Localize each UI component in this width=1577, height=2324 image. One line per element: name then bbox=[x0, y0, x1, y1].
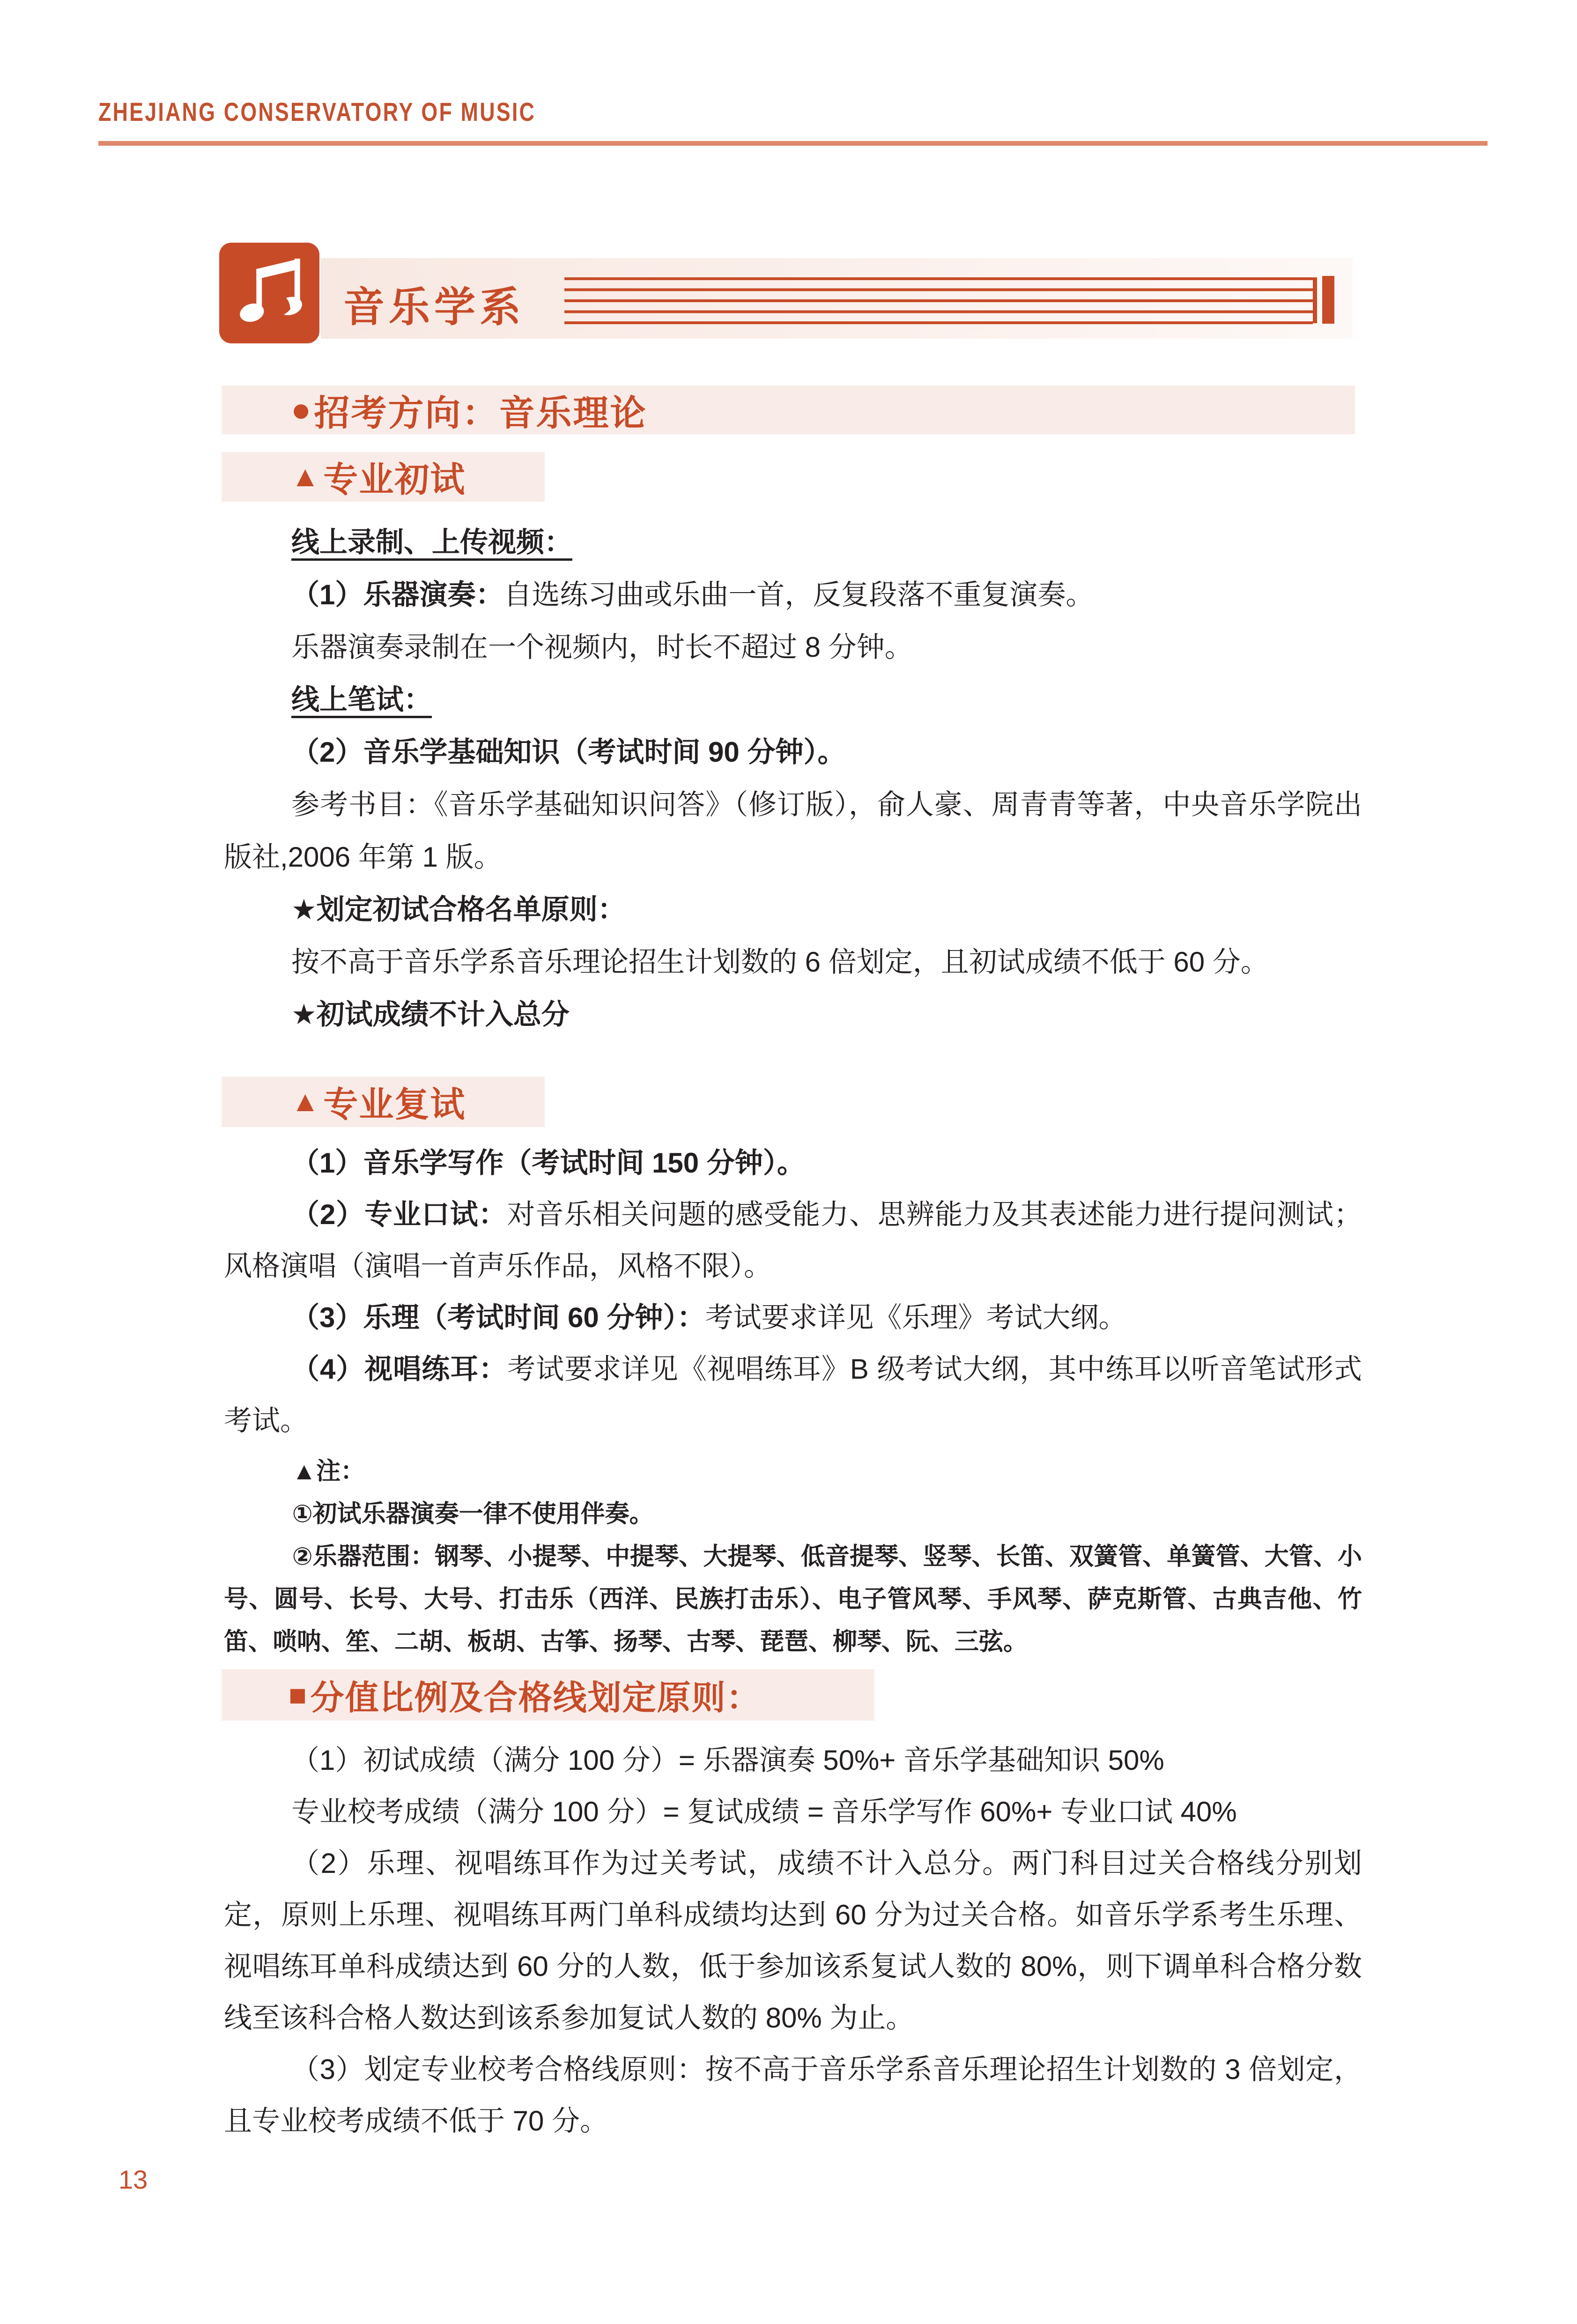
paragraph-text: 考试要求详见《乐理》考试大纲。 bbox=[705, 1302, 1127, 1333]
score-ratio-content bbox=[224, 1735, 1362, 2147]
section-title: 专业初试 bbox=[323, 460, 466, 499]
page-number: 13 bbox=[118, 2165, 148, 2194]
paragraph-lead: （4）视唱练耳： bbox=[291, 1353, 508, 1385]
paragraph: （2）乐理、视唱练耳作为过关考试，成绩不计入总分。两门科目过关合格线分别划定，原则上乐理、视唱练耳两门单科成绩均达到 60 分为过关合格。如音乐学系考生乐理、视唱练耳单科成绩达到 60 分的人数，低于参加该系复试人数的 80%，则下调单科合格分数线至该科合格人数达到该系参加复试人数的 80% 为止。 bbox=[224, 1848, 1362, 2034]
triangle-icon: ▲ bbox=[291, 460, 320, 493]
paragraph: 按不高于音乐学系音乐理论招生计划数的 6 倍划定，且初试成绩不低于 60 分。 bbox=[291, 946, 1269, 978]
note-item: ②乐器范围：钢琴、小提琴、中提琴、大提琴、低音提琴、竖琴、长笛、双簧管、单簧管、大管、小号、圆号、长号、大号、打击乐（西洋、民族打击乐）、电子管风琴、手风琴、萨克斯管、古典吉他、竹笛、唢呐、笙、二胡、板胡、古筝、扬琴、古琴、琵琶、柳琴、阮、三弦。 bbox=[224, 1543, 1362, 1656]
subheading-online-recording bbox=[224, 516, 1362, 569]
square-icon: ■ bbox=[289, 1678, 307, 1712]
paragraph-text: 自选练习曲或乐曲一首，反复段落不重复演奏。 bbox=[503, 579, 1094, 610]
note-item: ①初试乐器演奏一律不使用伴奏。 bbox=[292, 1500, 654, 1528]
paragraph: （2）音乐学基础知识（考试时间 90 分钟）。 bbox=[291, 736, 846, 768]
notes-block bbox=[224, 1450, 1362, 1663]
paragraph bbox=[224, 1189, 1362, 1292]
section-final-exam bbox=[222, 1077, 545, 1127]
subheading-text: 线上笔试： bbox=[291, 684, 432, 715]
brand-header: ZHEJIANG CONSERVATORY OF MUSIC bbox=[98, 97, 536, 126]
paragraph: （1）初试成绩（满分 100 分）= 乐器演奏 50%+ 音乐学基础知识 50% bbox=[291, 1745, 1164, 1776]
paragraph: （3）划定专业校考合格线原则：按不高于音乐学系音乐理论招生计划数的 3 倍划定，且专业校考成绩不低于 70 分。 bbox=[224, 2054, 1362, 2137]
section-preliminary-exam bbox=[222, 452, 545, 502]
paragraph-lead: （2）专业口试： bbox=[291, 1199, 507, 1230]
department-title: 音乐学系 bbox=[343, 284, 526, 330]
triangle-icon: ▲ bbox=[291, 1085, 320, 1118]
staff-barline-thin bbox=[1313, 277, 1317, 323]
paragraph: 乐器演奏录制在一个视频内，时长不超过 8 分钟。 bbox=[291, 631, 913, 663]
paragraph-star-rule: ★划定初试合格名单原则： bbox=[291, 894, 626, 925]
music-note-icon bbox=[230, 253, 309, 333]
person-head-icon bbox=[268, 276, 288, 296]
paragraph bbox=[224, 1344, 1362, 1447]
paragraph-star-rule: ★初试成绩不计入总分 bbox=[291, 999, 570, 1030]
subheading-online-written-test bbox=[224, 674, 1362, 726]
paragraph bbox=[224, 569, 1362, 621]
paragraph-text: 考试要求详见《视唱练耳》B 级考试大纲，其中练耳以听音笔试形式考试。 bbox=[224, 1353, 1362, 1436]
section-admission-direction bbox=[222, 386, 1355, 434]
department-logo bbox=[219, 243, 319, 343]
section-title: 招考方向：音乐理论 bbox=[314, 393, 647, 433]
bullet-icon: ● bbox=[291, 391, 311, 429]
staff-barline-thick bbox=[1322, 276, 1334, 324]
section-title: 专业复试 bbox=[323, 1085, 466, 1124]
header-rule bbox=[98, 141, 1488, 146]
paragraph bbox=[224, 1292, 1362, 1344]
final-exam-content bbox=[224, 1137, 1362, 1447]
subheading-text: 线上录制、上传视频： bbox=[291, 527, 572, 558]
paragraph: 专业校考成绩（满分 100 分）= 复试成绩 = 音乐学写作 60%+ 专业口试 40% bbox=[291, 1796, 1237, 1827]
paragraph-lead: （1）乐器演奏： bbox=[291, 579, 504, 610]
paragraph: （1）音乐学写作（考试时间 150 分钟）。 bbox=[291, 1147, 805, 1179]
preliminary-exam-content bbox=[224, 516, 1362, 1041]
paragraph: 参考书目：《音乐学基础知识问答》（修订版），俞人豪、周青青等著，中央音乐学院出版社,2006 年第 1 版。 bbox=[224, 789, 1362, 873]
section-score-ratio-rules bbox=[222, 1669, 874, 1721]
staff-lines-icon bbox=[564, 277, 1313, 324]
section-title: 分值比例及合格线划定原则： bbox=[310, 1679, 761, 1717]
paragraph-text: 对音乐相关问题的感受能力、思辨能力及其表述能力进行提问测试；风格演唱（演唱一首声乐作品，风格不限）。 bbox=[224, 1199, 1362, 1282]
notes-heading: ▲注： bbox=[292, 1458, 365, 1485]
paragraph-lead: （3）乐理（考试时间 60 分钟）： bbox=[291, 1302, 705, 1333]
